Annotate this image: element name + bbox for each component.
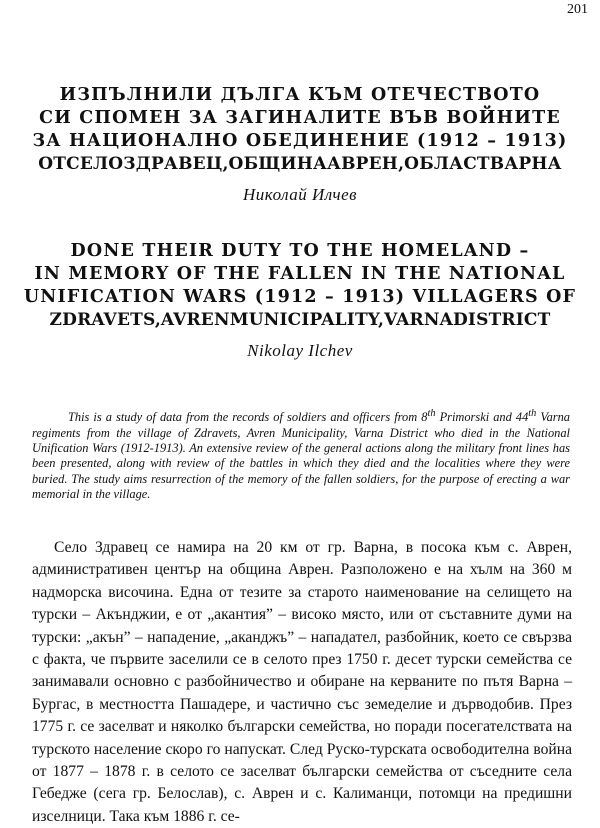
en-title-line-2: IN MEMORY OF THE FALLEN IN THE NATIONAL [34, 264, 566, 284]
bulgarian-title-block [0, 84, 600, 205]
en-title-line-1: DONE THEIR DUTY TO THE HOMELAND – [70, 241, 530, 261]
bg-title-line-2: СИ СПОМЕН ЗА ЗАГИНАЛИТЕ ВЪВ ВОЙНИТЕ [39, 108, 561, 128]
en-title-line-4: ZDRAVETS,AVRENMUNICIPALITY,VARNADISTRICT [49, 310, 551, 330]
bg-title-line-4: ОТСЕЛОЗДРАВЕЦ,ОБЩИНААВРЕН,ОБЛАСТВАРНА [38, 154, 562, 174]
page-number: 201 [567, 2, 588, 17]
english-title-block [0, 240, 600, 361]
en-author: Nikolay Ilchev [247, 341, 353, 360]
bg-title-line-1: ИЗПЪЛНИЛИ ДЪЛГА КЪМ ОТЕЧЕСТВОТО [59, 85, 541, 105]
abstract-text-2: Primorski and 44 [435, 410, 529, 425]
abstract-sup-2: th [528, 408, 537, 419]
abstract-text-3: Varna regiments from the village of Zdravets, Avren Municipality, Varna District who died in the National Unification Wars (1912-1913). An extensive review of the general actions along the military front lines has been presented, along with review of the battles in which they died and the localities where they were buried. The study aims resurrection of the memory of the fallen soldiers, for the purpose of erecting a war memorial in the village. [32, 410, 570, 502]
abstract-sup-1: th [427, 408, 436, 419]
body-paragraph: Село Здравец се намира на 20 км от гр. Варна, в посока към с. Аврен, административен център на община Аврен. Разположено е на хълм на 360 м надморска височина. Една от тезите за старото наименование на селището на турски – Акънджии, е от „акантия” – високо място, или от съставните думи на турски: „акън” – нападение, „аканджъ” – нападател, разбойник, което се свързва с факта, че първите заселили се в селото през 1750 г. десет турски семейства се занимавали основно с разбойничество и обиране на керваните по пътя Варна – Бургас, в местността Пашадере, и частично със земеделие и дърводобив. През 1775 г. се заселват и няколко български семейства, но поради посегателствата на турското население скоро го напускат. След Руско-турската освободителна война от 1877 – 1878 г. в селото се заселват български семейства от съседните села Гебедже (сега гр. Белослав), с. Аврен и с. Калиманци, потомци на предишни изселници. Така към 1886 г. се- [32, 539, 572, 825]
en-title-line-3: UNIFICATION WARS (1912 – 1913) VILLAGERS OF [23, 287, 577, 307]
abstract-text-1: This is a study of data from the records of soldiers and officers from 8 [68, 410, 428, 425]
abstract [32, 406, 570, 503]
bg-title-line-3: ЗА НАЦИОНАЛНО ОБЕДИНЕНИЕ (1912 – 1913) [32, 131, 568, 151]
bg-author: Николай Илчев [242, 185, 358, 204]
